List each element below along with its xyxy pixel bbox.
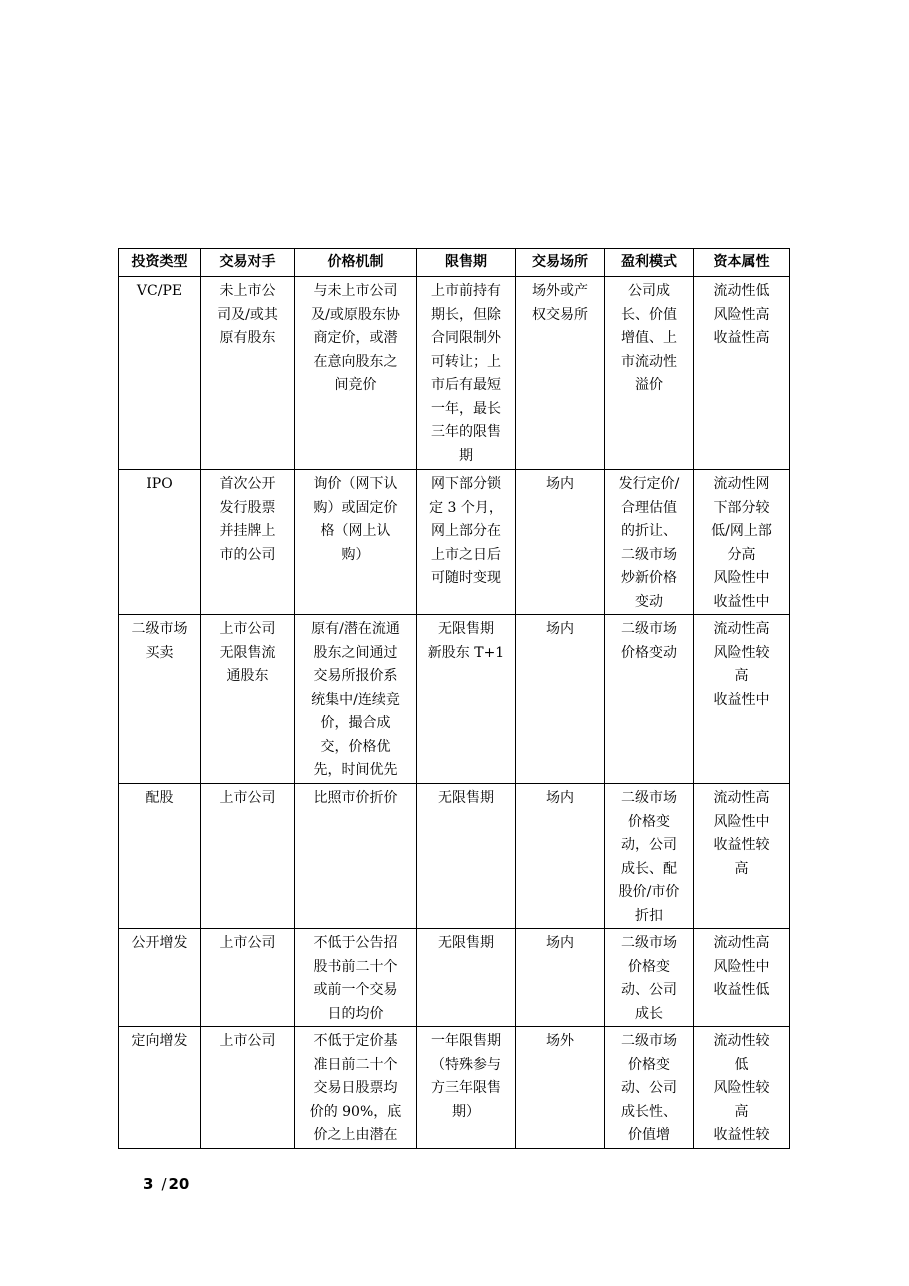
cell-text-line: 未上市公 <box>219 283 276 299</box>
cell-text-line: 分高 <box>727 546 756 563</box>
table-row <box>119 615 790 784</box>
cell-text-line: 可转让；上 <box>431 353 501 370</box>
cell-text-line: 二级市场 <box>621 1033 677 1049</box>
cell-text-line: 场内 <box>546 476 574 492</box>
cell-text-line: 上市公司 <box>219 1033 276 1049</box>
cell-text-line: 通股东 <box>226 668 269 684</box>
cell-text-line: 市流动性 <box>621 353 677 370</box>
cell-text-line: 价格变动 <box>621 644 677 661</box>
cell-text-line: 统集中/连续竞 <box>311 691 400 708</box>
cell-text-line: 场内 <box>546 621 574 637</box>
cell-text-line: 询价（网下认 <box>313 476 398 492</box>
table-cell <box>605 784 694 929</box>
table-cell <box>516 784 605 929</box>
cell-text-line: 并挂牌上 <box>219 523 276 539</box>
cell-text-line: 风险性中 <box>713 958 770 975</box>
table-cell <box>295 470 417 615</box>
cell-text-line: 先，时间优先 <box>313 762 398 778</box>
table-row <box>119 470 790 615</box>
cell-text-line: 格（网上认 <box>320 523 391 539</box>
cell-text-line: 风险性较 <box>713 1080 770 1096</box>
cell-text-line: 在意向股东之 <box>313 353 398 370</box>
table-cell <box>516 615 605 784</box>
table-cell <box>417 1027 516 1149</box>
cell-text-line: 上市之日后 <box>431 546 501 563</box>
table-cell <box>119 615 201 784</box>
table-cell <box>201 1027 295 1149</box>
cell-text-line: 上市公司 <box>219 935 276 951</box>
cell-text-line: 无限售期 <box>438 621 494 637</box>
table-cell <box>295 929 417 1027</box>
cell-text-line: 交易所报价系 <box>313 668 398 684</box>
investment-comparison-table <box>118 248 790 1149</box>
column-header: 限售期 <box>417 249 516 277</box>
cell-text-line: 场内 <box>546 790 574 806</box>
table-header-row <box>119 249 790 277</box>
table-cell <box>605 470 694 615</box>
table-cell <box>201 470 295 615</box>
table-cell <box>119 277 201 470</box>
cell-text-line: 三年的限售 <box>431 424 501 440</box>
table-cell <box>605 615 694 784</box>
cell-text-line: 二级市场 <box>621 546 677 563</box>
cell-text-line: 炒新价格 <box>621 570 677 586</box>
cell-text-line: 日的均价 <box>327 1005 384 1022</box>
cell-text-line: 期长，但除 <box>431 306 501 323</box>
cell-text-line: 定向增发 <box>131 1033 188 1049</box>
cell-text-line: 价格变 <box>628 1056 670 1073</box>
total-pages: 20 <box>168 1175 190 1193</box>
table-cell <box>201 929 295 1027</box>
cell-text-line: 动，公司 <box>621 837 677 853</box>
cell-text-line: 低/网上部 <box>711 523 772 539</box>
cell-text-line: 低 <box>734 1056 749 1073</box>
table-cell <box>295 1027 417 1149</box>
cell-text-line: 无限售流 <box>219 644 276 661</box>
cell-text-line: 网下部分锁 <box>431 476 501 492</box>
cell-text-line: 发行股票 <box>219 499 276 516</box>
table-cell <box>516 277 605 470</box>
cell-text-line: 公开增发 <box>131 935 188 951</box>
cell-text-line: 准日前二十个 <box>313 1056 398 1073</box>
cell-text-line: 流动性较 <box>713 1033 770 1049</box>
table-cell <box>516 929 605 1027</box>
cell-text-line: 购）或固定价 <box>313 499 398 516</box>
cell-text-line: 风险性高 <box>713 306 770 323</box>
cell-text-line: 的折让、 <box>621 523 677 539</box>
table-cell <box>694 470 790 615</box>
cell-text-line: （特殊参与 <box>431 1056 501 1073</box>
cell-text-line: 发行定价/ <box>618 476 680 492</box>
cell-text-line: 风险性较 <box>713 644 770 661</box>
table-cell <box>201 784 295 929</box>
cell-text-line: 股价/市价 <box>618 884 680 900</box>
cell-text-line: 风险性中 <box>713 570 770 586</box>
cell-text-line: 成长、配 <box>621 860 677 877</box>
table-cell <box>694 784 790 929</box>
cell-text-line: 价之上由潜在 <box>313 1127 398 1143</box>
cell-text-line: 市后有最短 <box>431 377 501 393</box>
table-cell <box>295 784 417 929</box>
table-cell <box>295 615 417 784</box>
table-cell <box>417 929 516 1027</box>
cell-text-line: 场内 <box>546 935 574 951</box>
cell-text-line: 价的 90%，底 <box>309 1103 402 1120</box>
cell-text-line: 新股东 T+1 <box>427 644 505 661</box>
cell-text-line: 买卖 <box>145 644 174 661</box>
table-cell <box>119 470 201 615</box>
cell-text-line: 间竞价 <box>334 377 377 393</box>
cell-text-line: 收益性较 <box>713 837 770 853</box>
cell-text-line: 高 <box>734 668 749 684</box>
cell-text-line: 交易日股票均 <box>313 1080 398 1096</box>
table-row <box>119 929 790 1027</box>
cell-text-line: 成长 <box>635 1005 663 1022</box>
cell-text-line: 定 3 个月， <box>429 499 503 516</box>
cell-text-line: 商定价，或潜 <box>313 330 398 346</box>
table-cell <box>516 1027 605 1149</box>
cell-text-line: 动、公司 <box>621 982 677 998</box>
table-cell <box>201 615 295 784</box>
current-page: 3 <box>143 1175 154 1193</box>
column-header: 价格机制 <box>295 249 417 277</box>
cell-text-line: 价，撮合成 <box>320 715 391 731</box>
cell-text-line: 股书前二十个 <box>313 958 398 975</box>
table-cell <box>694 277 790 470</box>
cell-text-line: 风险性中 <box>713 813 770 830</box>
cell-text-line: 配股 <box>145 790 174 806</box>
cell-text-line: 上市公司 <box>219 621 276 637</box>
cell-text-line: 市的公司 <box>219 546 276 563</box>
cell-text-line: 收益性中 <box>713 593 770 610</box>
cell-text-line: 高 <box>734 1103 749 1120</box>
cell-text-line: 场外或产 <box>532 283 588 299</box>
table-cell <box>119 929 201 1027</box>
column-header: 交易场所 <box>516 249 605 277</box>
cell-text-line: 下部分较 <box>713 499 770 516</box>
cell-text-line: VC/PE <box>136 283 183 299</box>
cell-text-line: 原有/潜在流通 <box>311 621 400 637</box>
table-row <box>119 784 790 929</box>
cell-text-line: 长、价值 <box>621 306 677 323</box>
cell-text-line: 溢价 <box>635 377 663 393</box>
cell-text-line: 交，价格优 <box>320 738 391 755</box>
cell-text-line: 流动性高 <box>713 621 770 637</box>
table-cell <box>119 784 201 929</box>
column-header: 资本属性 <box>694 249 790 277</box>
cell-text-line: 二级市场 <box>621 790 677 806</box>
cell-text-line: 流动性低 <box>713 283 770 299</box>
cell-text-line: 及/或原股东协 <box>311 306 400 323</box>
cell-text-line: 价值增 <box>628 1127 670 1143</box>
cell-text-line: 折扣 <box>635 907 663 924</box>
cell-text-line: 一年，最长 <box>431 400 501 417</box>
cell-text-line: 公司成 <box>628 283 670 299</box>
cell-text-line: 比照市价折价 <box>313 790 398 806</box>
cell-text-line: 流动性网 <box>713 476 770 492</box>
cell-text-line: 可随时变现 <box>431 570 501 586</box>
cell-text-line: 价格变 <box>628 958 670 975</box>
cell-text-line: 收益性高 <box>713 330 770 346</box>
table-cell <box>119 1027 201 1149</box>
table-cell <box>605 1027 694 1149</box>
cell-text-line: 期） <box>452 1103 480 1120</box>
cell-text-line: 权交易所 <box>532 306 588 323</box>
cell-text-line: 流动性高 <box>713 935 770 951</box>
cell-text-line: 收益性低 <box>713 982 770 998</box>
column-header: 交易对手 <box>201 249 295 277</box>
cell-text-line: 或前一个交易 <box>313 982 398 998</box>
table-row <box>119 1027 790 1149</box>
column-header: 盈利模式 <box>605 249 694 277</box>
cell-text-line: 方三年限售 <box>431 1080 501 1096</box>
cell-text-line: 二级市场 <box>621 935 677 951</box>
table-cell <box>417 615 516 784</box>
table-cell <box>417 784 516 929</box>
cell-text-line: 二级市场 <box>131 621 188 637</box>
cell-text-line: 增值、上 <box>621 330 677 346</box>
table-cell <box>417 470 516 615</box>
table-body <box>119 277 790 1149</box>
table-cell <box>201 277 295 470</box>
table-cell <box>694 1027 790 1149</box>
cell-text-line: 场外 <box>546 1033 574 1049</box>
cell-text-line: 首次公开 <box>219 476 276 492</box>
table-cell <box>605 277 694 470</box>
cell-text-line: 高 <box>734 860 749 877</box>
cell-text-line: 与未上市公司 <box>313 283 398 299</box>
cell-text-line: 股东之间通过 <box>313 644 398 661</box>
cell-text-line: 一年限售期 <box>431 1033 501 1049</box>
cell-text-line: IPO <box>146 476 173 492</box>
cell-text-line: 合理估值 <box>621 499 677 516</box>
table-row <box>119 277 790 470</box>
table-cell <box>516 470 605 615</box>
table-cell <box>417 277 516 470</box>
cell-text-line: 收益性中 <box>713 691 770 708</box>
cell-text-line: 二级市场 <box>621 621 677 637</box>
cell-text-line: 购） <box>341 546 370 563</box>
cell-text-line: 无限售期 <box>438 790 494 806</box>
cell-text-line: 原有股东 <box>219 330 276 346</box>
cell-text-line: 网上部分在 <box>431 523 501 539</box>
cell-text-line: 变动 <box>635 593 663 610</box>
cell-text-line: 不低于公告招 <box>313 935 398 951</box>
cell-text-line: 期 <box>459 447 473 464</box>
cell-text-line: 不低于定价基 <box>313 1033 398 1049</box>
cell-text-line: 无限售期 <box>438 935 494 951</box>
cell-text-line: 流动性高 <box>713 790 770 806</box>
cell-text-line: 上市前持有 <box>431 283 501 299</box>
cell-text-line: 上市公司 <box>219 790 276 806</box>
cell-text-line: 成长性、 <box>621 1103 677 1120</box>
cell-text-line: 收益性较 <box>713 1127 770 1143</box>
table-cell <box>605 929 694 1027</box>
table-cell <box>694 929 790 1027</box>
cell-text-line: 司及/或其 <box>217 306 278 323</box>
column-header: 投资类型 <box>119 249 201 277</box>
page-number: 3 / 20 <box>143 1175 190 1193</box>
cell-text-line: 动、公司 <box>621 1080 677 1096</box>
cell-text-line: 价格变 <box>628 813 670 830</box>
cell-text-line: 合同限制外 <box>431 330 501 346</box>
table-cell <box>694 615 790 784</box>
table-cell <box>295 277 417 470</box>
